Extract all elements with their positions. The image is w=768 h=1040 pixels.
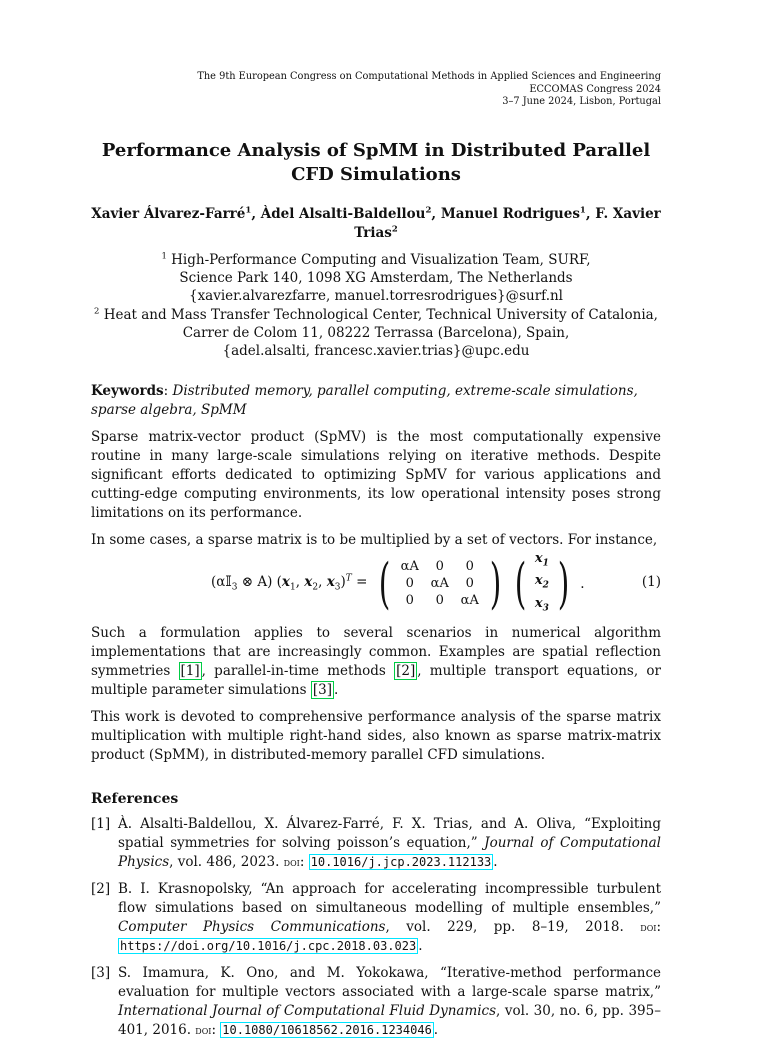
doi-link[interactable]: https://doi.org/10.1016/j.cpc.2018.03.023: [120, 938, 417, 953]
citation-3-link[interactable]: [3]: [312, 681, 332, 698]
vector-column: ( $x_1$ $x_2$ $x_3$ ): [514, 550, 570, 615]
paragraph-1: Sparse matrix-vector product (SpMV) is the most computationally expensive routine in many large-scale simulations relying on iterative methods. Despite significant efforts dedicated to optimizing SpMV for various applications and cutting-edge computing environments, its low operational intensity poses strong limitations on its performance.: [91, 428, 661, 521]
conference-header: [91, 71, 661, 109]
citation-2-link[interactable]: [2]: [396, 662, 416, 679]
author-3: Manuel Rodrigues: [440, 205, 580, 222]
paper-page: [91, 0, 661, 1040]
affiliation-1-email: {xavier.alvarezfarre, manuel.torresrodrigues}@surf.nl: [188, 288, 563, 305]
equation-lhs: (α𝕀$_3$ ⊗ A) ($x_1$, $x_2$, $x_3)^T$ =: [211, 573, 372, 593]
affiliations: $^1$ High-Performance Computing and Visualization Team, SURF, Science Park 140, 1098 XG Amsterdam, The Netherlands {xavier.alvarezfarre, manuel.torresrodrigues}@surf.nl $^2$ Heat and Mass Transfer Technological Center, Technical University of Catalonia, Carrer de Colom 11, 08222 Terrassa (Barcelona), Spain, {adel.alsalti, francesc.xavier.trias}@upc.edu: [91, 251, 661, 361]
matrix-cell: 0: [465, 576, 474, 592]
author-list: Xavier Álvarez-Farré$^1$, Àdel Alsalti-Baldellou$^2$, Manuel Rodrigues$^1$, F. Xavier Trias$^2$: [91, 205, 661, 241]
author-4: F. Xavier Trias: [354, 205, 661, 241]
matrix-cell: 0: [435, 593, 444, 609]
matrix-cell: 0: [465, 559, 474, 575]
doi-link[interactable]: 10.1080/10618562.2016.1234046: [222, 1022, 432, 1037]
paragraph-4: This work is devoted to comprehensive performance analysis of the sparse matrix multiplication with multiple right-hand sides, also known as sparse matrix-matrix product (SpMM), in distributed-memory parallel CFD simulations.: [91, 708, 661, 763]
conference-line-2: ECCOMAS Congress 2024: [529, 83, 661, 95]
equation-number: (1): [641, 573, 661, 590]
reference-1: [1] À. Alsalti-Baldellou, X. Álvarez-Farré, F. X. Trias, and A. Oliva, “Exploiting spatial symmetries for solving poisson’s equation,” Journal of Computational Physics, vol. 486, 2023. doi: 10.1016/j.jcp.2023.112133 .: [91, 815, 661, 870]
keywords: Keywords: Distributed memory, parallel computing, extreme-scale simulations, sparse algebra, SpMM: [91, 382, 638, 418]
keywords-text: Distributed memory, parallel computing, extreme-scale simulations, sparse algebra, SpMM: [91, 382, 638, 418]
paragraph-3: Such a formulation applies to several scenarios in numerical algorithm implementations that are increasingly common. Examples are spatial reflection symmetries [1] , parallel-in-time methods [2] , multiple transport equations, or multiple parameter simulations [3] .: [91, 624, 661, 698]
affiliation-2-line-1: Heat and Mass Transfer Technological Center, Technical University of Catalonia,: [103, 306, 658, 323]
matrix-cell: αA: [400, 559, 419, 575]
matrix-cell: 0: [435, 559, 444, 575]
affiliation-2-line-2: Carrer de Colom 11, 08222 Terrassa (Barcelona), Spain,: [182, 324, 570, 341]
matrix-cell: αA: [430, 576, 449, 592]
matrix-cell: 0: [405, 576, 414, 592]
doi-link[interactable]: 10.1016/j.jcp.2023.112133: [310, 854, 492, 869]
affiliation-1-line-2: Science Park 140, 1098 XG Amsterdam, The Netherlands: [179, 270, 573, 287]
affiliation-1-line-1: High-Performance Computing and Visualization Team, SURF,: [171, 251, 591, 268]
conference-line-3: 3–7 June 2024, Lisbon, Portugal: [502, 96, 661, 108]
reference-3: [3] S. Imamura, K. Ono, and M. Yokokawa, “Iterative-method performance evaluation for multiple vectors associated with a large-scale sparse matrix,” International Journal of Computational Fluid Dynamics, vol. 30, no. 6, pp. 395–401, 2016. doi: 10.1080/10618562.2016.1234046 .: [91, 964, 661, 1038]
conference-line-1: The 9th European Congress on Computational Methods in Applied Sciences and Engineering: [197, 71, 661, 82]
citation-1-link[interactable]: [1]: [180, 662, 200, 679]
matrix-cell: αA: [460, 593, 479, 609]
matrix-cell: 0: [405, 593, 414, 609]
affiliation-2-email: {adel.alsalti, francesc.xavier.trias}@upc.edu: [222, 343, 530, 360]
references-heading: References: [91, 790, 179, 807]
reference-2: [2] B. I. Krasnopolsky, “An approach for accelerating incompressible turbulent flow simulations based on simultaneous modelling of multiple ensembles,” Computer Physics Communications, vol. 229, pp. 8–19, 2018. doi: https://doi.org/10.1016/j.cpc.2018.03.023 .: [91, 880, 661, 954]
paper-title: Performance Analysis of SpMM in Distributed Parallel CFD Simulations: [101, 139, 651, 185]
equation-body: (α𝕀$_3$ ⊗ A) ($x_1$, $x_2$, $x_3)^T$ = ( αA 0 0 0 αA 0 0 0 αA ) ( $x_1$ $x_2$ $x_3$ ) .: [211, 552, 585, 616]
equation-1: [91, 552, 661, 616]
keywords-label: Keywords: [91, 382, 164, 399]
author-1: Xavier Álvarez-Farré: [91, 205, 246, 222]
author-2: Àdel Alsalti-Baldellou: [260, 205, 426, 222]
paragraph-2: In some cases, a sparse matrix is to be multiplied by a set of vectors. For instance,: [91, 531, 658, 548]
block-matrix: ( αA 0 0 0 αA 0 0 0 αA ): [378, 551, 502, 615]
